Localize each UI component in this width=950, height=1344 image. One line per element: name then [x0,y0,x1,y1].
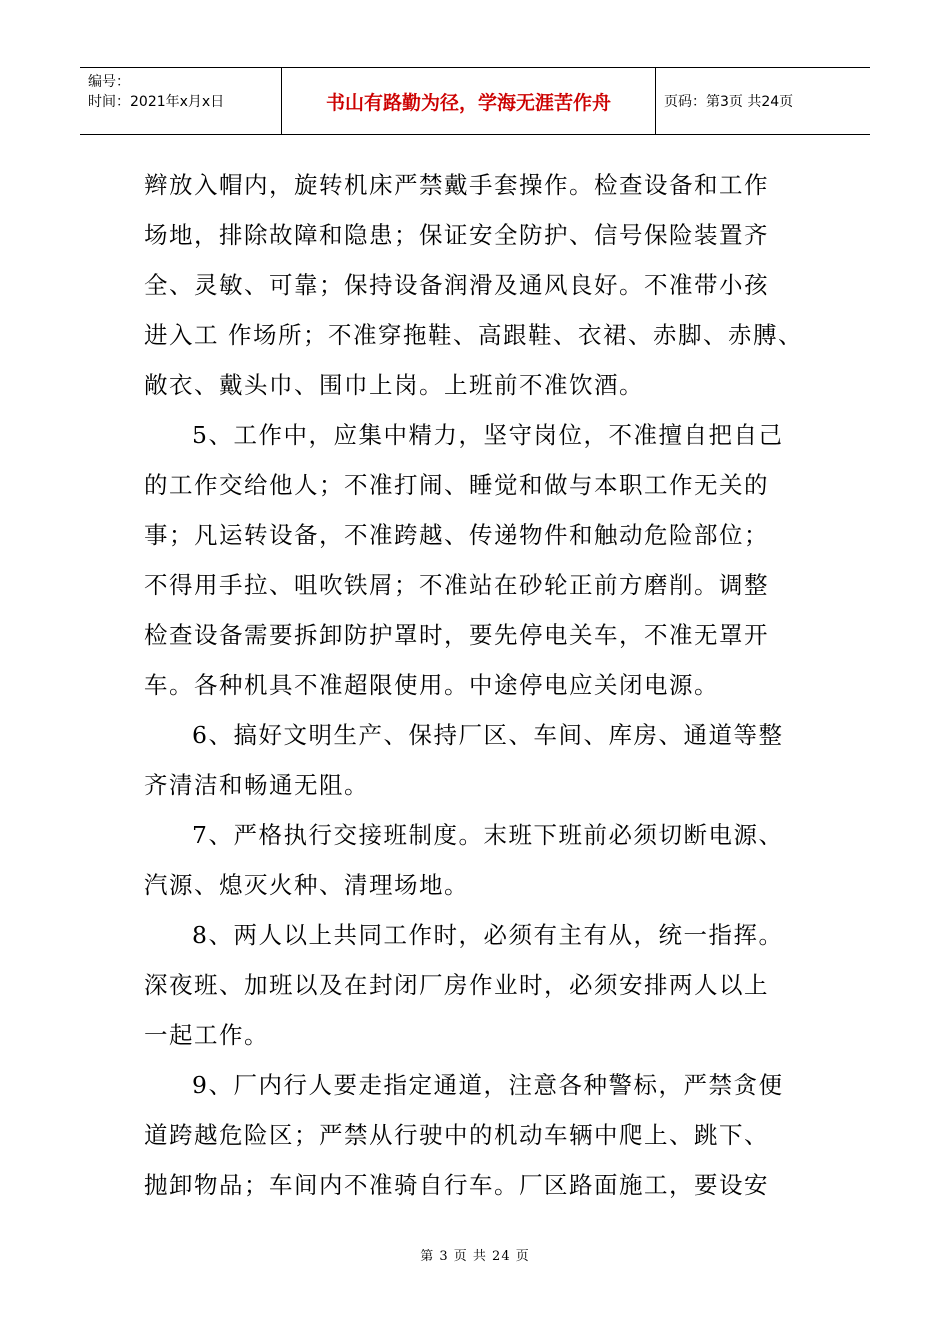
text-line: 抛卸物品；车间内不准骑自行车。厂区路面施工，要设安 [144,1171,769,1199]
text-line: 道跨越危险区；严禁从行驶中的机动车辆中爬上、跳下、 [144,1121,769,1149]
paragraph-item-8 [144,910,834,1060]
text-line: 7、严格执行交接班制度。末班下班前必须切断电源、 [192,821,784,849]
page-footer: 第 3 页 共 24 页 [420,1249,530,1264]
text-line: 汽源、熄灭火种、清理场地。 [144,871,469,899]
text-line: 不得用手拉、咀吹铁屑；不准站在砂轮正前方磨削。调整 [144,571,769,599]
text-line: 场地，排除故障和隐患；保证安全防护、信号保险装置齐 [144,221,769,249]
page-header [80,67,870,135]
text-line: 检查设备需要拆卸防护罩时，要先停电关车，不准无罩开 [144,621,769,649]
text-line: 进入工 作场所；不准穿拖鞋、高跟鞋、衣裙、赤脚、赤膊、 [144,321,803,349]
paragraph-item-7 [144,810,834,910]
text-line: 事；凡运转设备，不准跨越、传递物件和触动危险部位； [144,521,769,549]
text-line: 9、厂内行人要走指定通道，注意各种警标，严禁贪便 [192,1071,784,1099]
document-body [144,160,834,1210]
document-time-label: 时间：2021年x月x日 [88,94,225,110]
text-line: 齐清洁和畅通无阻。 [144,771,369,799]
text-line: 深夜班、加班以及在封闭厂房作业时，必须安排两人以上 [144,971,769,999]
header-page-info: 页码：第3页 共24页 [664,94,794,110]
paragraph-item-9 [144,1060,834,1210]
text-line: 车。各种机具不准超限使用。中途停电应关闭电源。 [144,671,719,699]
text-line: 6、搞好文明生产、保持厂区、车间、库房、通道等整 [192,721,784,749]
text-line: 全、灵敏、可靠；保持设备润滑及通风良好。不准带小孩 [144,271,769,299]
text-line: 的工作交给他人；不准打闹、睡觉和做与本职工作无关的 [144,471,769,499]
paragraph-item-5 [144,410,834,710]
paragraph-item-6 [144,710,834,810]
text-line: 5、工作中，应集中精力，坚守岗位，不准擅自把自己 [192,421,784,449]
text-line: 8、两人以上共同工作时，必须有主有从，统一指挥。 [192,921,784,949]
document-number-label: 编号： [88,74,130,90]
paragraph-continuation [144,160,834,410]
header-meta [80,68,282,134]
text-line: 辫放入帽内，旋转机床严禁戴手套操作。检查设备和工作 [144,171,769,199]
text-line: 一起工作。 [144,1021,269,1049]
header-motto: 书山有路勤为径，学海无涯苦作舟 [282,68,656,134]
text-line: 敞衣、戴头巾、围巾上岗。上班前不准饮酒。 [144,371,644,399]
